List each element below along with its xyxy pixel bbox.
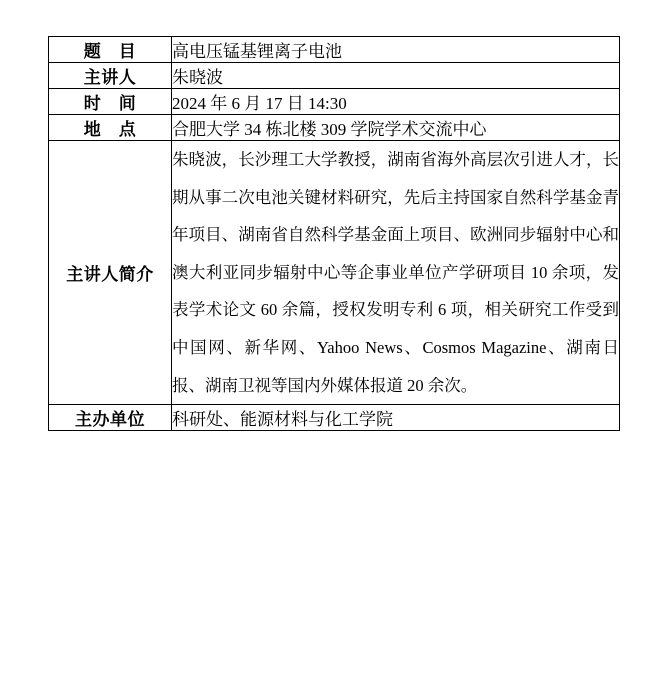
row-label-organizer: 主办单位	[49, 405, 172, 431]
row-label-place: 地 点	[49, 115, 172, 141]
row-value-place: 合肥大学 34 栋北楼 309 学院学术交流中心	[172, 115, 620, 141]
table-row	[49, 115, 620, 141]
row-label-bio: 主讲人简介	[49, 141, 172, 405]
seminar-info-table	[48, 36, 620, 431]
table-row	[49, 63, 620, 89]
row-label-title: 题 目	[49, 37, 172, 63]
table-row	[49, 37, 620, 63]
row-value-bio: 朱晓波，长沙理工大学教授，湖南省海外高层次引进人才，长期从事二次电池关键材料研究，先后主持国家自然科学基金青年项目、湖南省自然科学基金面上项目、欧洲同步辐射中心和澳大利亚同步辐射中心等企事业单位产学研项目 10 余项，发表学术论文 60 余篇，授权发明专利 6 项，相关研究工作受到中国网、新华网、Yahoo News、Cosmos Magazine、湖南日报、湖南卫视等国内外媒体报道 20 余次。	[172, 141, 620, 405]
table-row	[49, 89, 620, 115]
row-value-speaker: 朱晓波	[172, 63, 620, 89]
row-value-time: 2024 年 6 月 17 日 14:30	[172, 89, 620, 115]
row-value-organizer: 科研处、能源材料与化工学院	[172, 405, 620, 431]
row-value-title: 高电压锰基锂离子电池	[172, 37, 620, 63]
table-row	[49, 141, 620, 405]
table-row	[49, 405, 620, 431]
row-label-time: 时 间	[49, 89, 172, 115]
row-label-speaker: 主讲人	[49, 63, 172, 89]
